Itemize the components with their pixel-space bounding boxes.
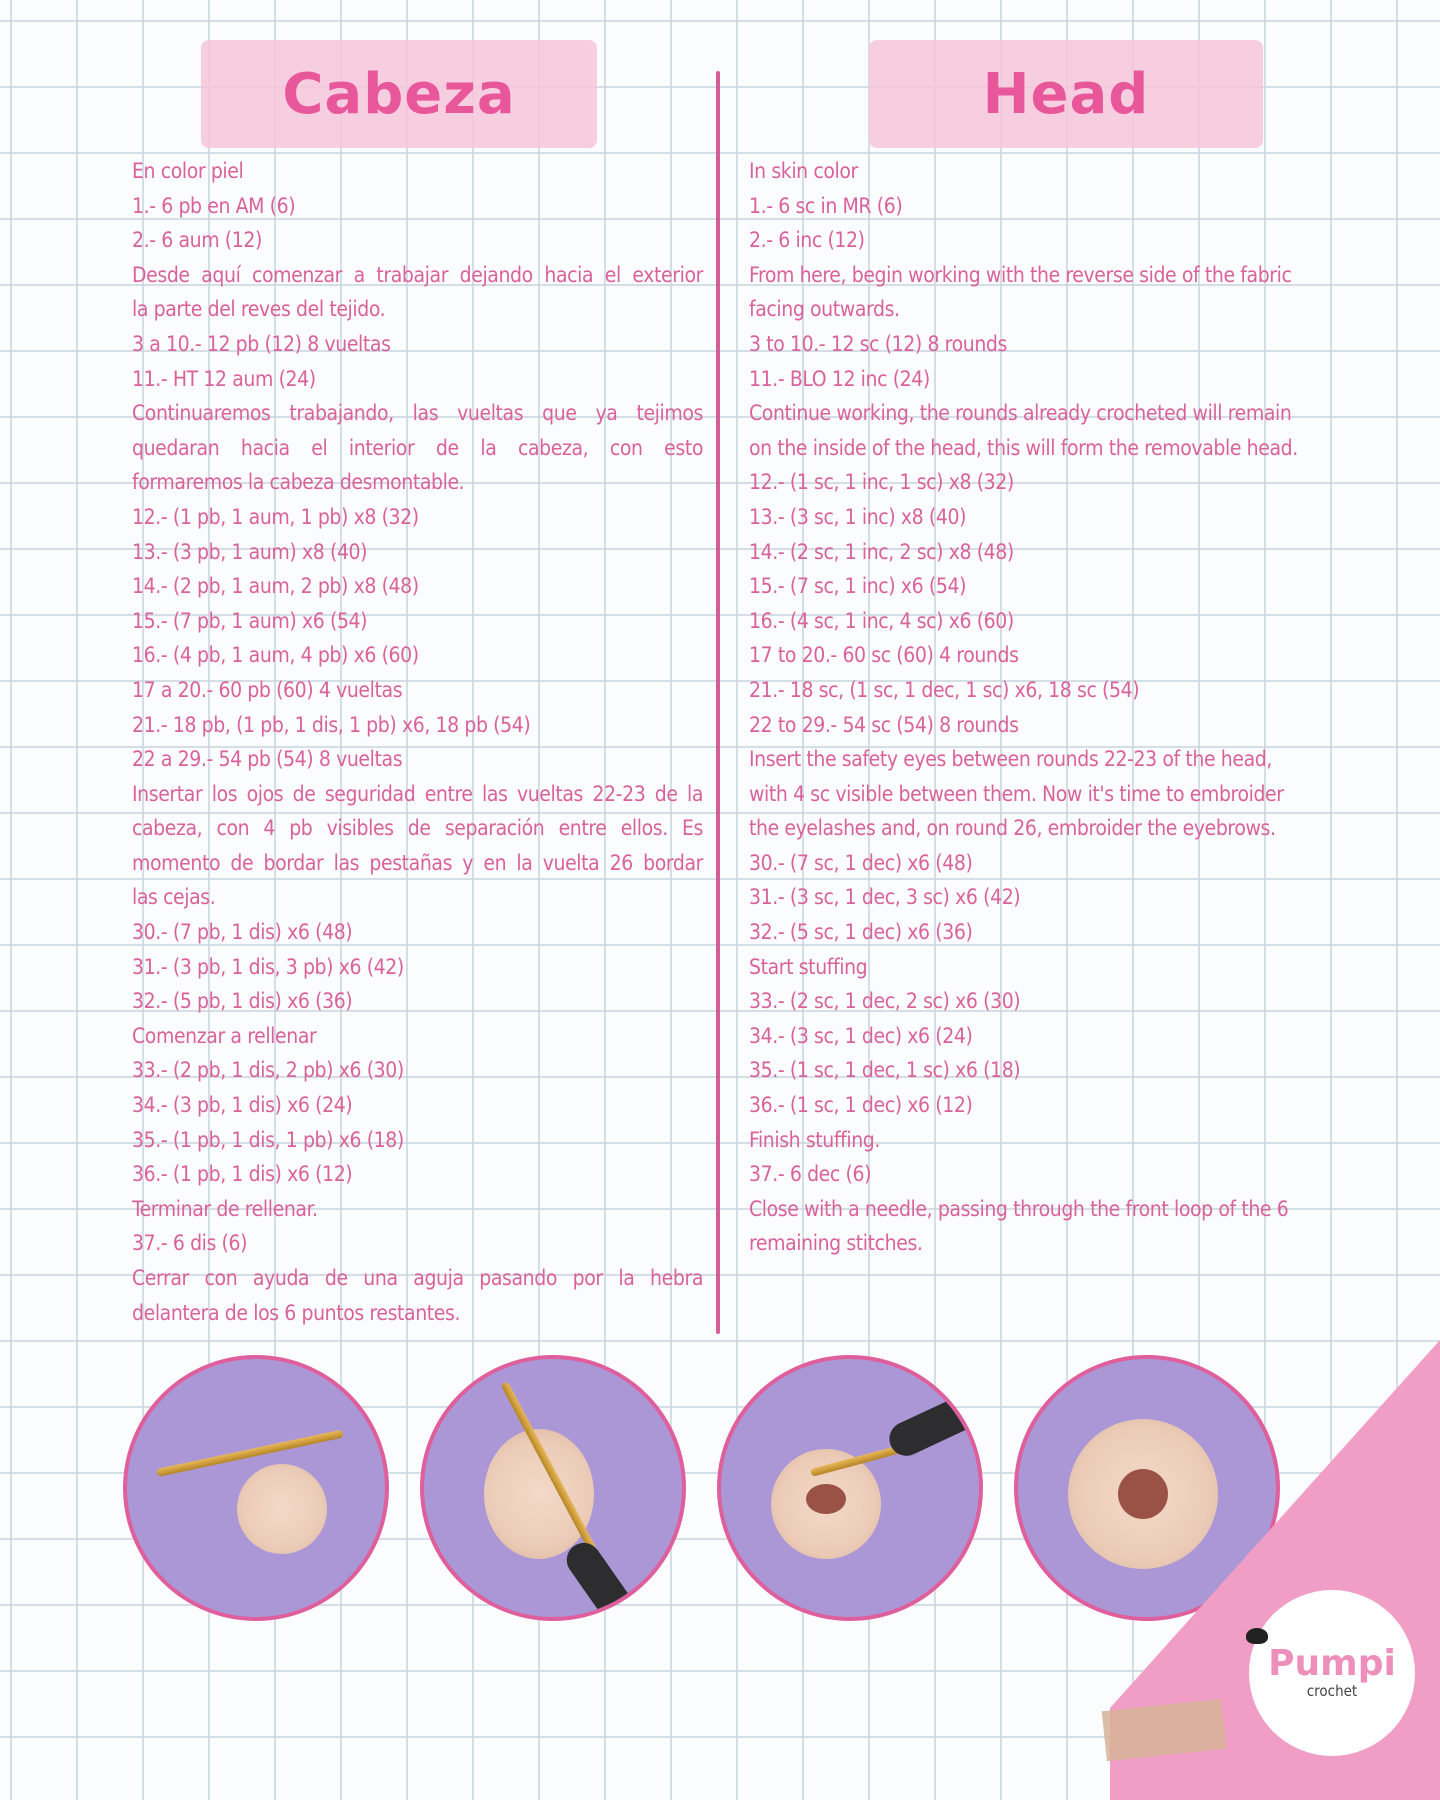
pattern-line: on the inside of the head, this will form the removable head.	[749, 435, 1298, 460]
pattern-line: 14.- (2 sc, 1 inc, 2 sc) x8 (48)	[749, 539, 1014, 564]
pattern-line: delantera de los 6 puntos restantes.	[132, 1300, 461, 1325]
pattern-line: 15.- (7 pb, 1 aum) x6 (54)	[132, 608, 368, 633]
pattern-line: Close with a needle, passing through the front loop of the 6	[749, 1196, 1289, 1221]
pattern-spanish	[132, 154, 703, 1330]
pattern-line: Finish stuffing.	[749, 1127, 880, 1152]
pattern-line: momento de bordar las pestañas y en la vuelta 26 bordar	[132, 850, 703, 875]
pattern-line: From here, begin working with the reverse side of the fabric	[749, 262, 1292, 287]
pattern-line: 32.- (5 pb, 1 dis) x6 (36)	[132, 989, 353, 1014]
pattern-line: 16.- (4 pb, 1 aum, 4 pb) x6 (60)	[132, 643, 419, 668]
pattern-line: 2.- 6 inc (12)	[749, 228, 865, 253]
pattern-line: 35.- (1 pb, 1 dis, 1 pb) x6 (18)	[132, 1127, 404, 1152]
pattern-line: Continue working, the rounds already crocheted will remain	[749, 401, 1292, 426]
title-banner-spanish	[201, 40, 597, 148]
pattern-line: 37.- 6 dec (6)	[749, 1162, 872, 1187]
pattern-line: remaining stitches.	[749, 1231, 923, 1256]
pattern-line: las cejas.	[132, 885, 216, 910]
pattern-line: 36.- (1 sc, 1 dec) x6 (12)	[749, 1093, 973, 1118]
pattern-line: 37.- 6 dis (6)	[132, 1231, 248, 1256]
pattern-line: 13.- (3 pb, 1 aum) x8 (40)	[132, 539, 368, 564]
step-photo-3	[717, 1355, 983, 1621]
pattern-line: 32.- (5 sc, 1 dec) x6 (36)	[749, 920, 973, 945]
pumpi-logo	[1249, 1590, 1415, 1756]
pattern-line: 14.- (2 pb, 1 aum, 2 pb) x8 (48)	[132, 574, 419, 599]
cat-icon	[1246, 1628, 1268, 1644]
pattern-line: 21.- 18 sc, (1 sc, 1 dec, 1 sc) x6, 18 sc (54)	[749, 677, 1140, 702]
pattern-line: 12.- (1 pb, 1 aum, 1 pb) x8 (32)	[132, 504, 419, 529]
pattern-line: 22 to 29.- 54 sc (54) 8 rounds	[749, 712, 1019, 737]
pattern-line: with 4 sc visible between them. Now it's time to embroider	[749, 781, 1284, 806]
pattern-line: 35.- (1 sc, 1 dec, 1 sc) x6 (18)	[749, 1058, 1021, 1083]
pattern-line: 13.- (3 sc, 1 inc) x8 (40)	[749, 504, 967, 529]
pattern-line: 3 a 10.- 12 pb (12) 8 vueltas	[132, 331, 391, 356]
step-photo-1	[123, 1355, 389, 1621]
pattern-line: 22 a 29.- 54 pb (54) 8 vueltas	[132, 747, 403, 772]
pattern-line: 33.- (2 sc, 1 dec, 2 sc) x6 (30)	[749, 989, 1021, 1014]
pattern-line: 11.- HT 12 aum (24)	[132, 366, 316, 391]
pattern-line: 3 to 10.- 12 sc (12) 8 rounds	[749, 331, 1007, 356]
pattern-line: formaremos la cabeza desmontable.	[132, 470, 465, 495]
pattern-line: En color piel	[132, 159, 244, 183]
pattern-line: Start stuffing	[749, 954, 868, 979]
pattern-line: 31.- (3 sc, 1 dec, 3 sc) x6 (42)	[749, 885, 1021, 910]
logo-sub: crochet	[1306, 1682, 1358, 1700]
pattern-line: 17 a 20.- 60 pb (60) 4 vueltas	[132, 677, 403, 702]
pattern-line: facing outwards.	[749, 297, 900, 322]
column-divider	[716, 71, 720, 1334]
pattern-line: 21.- 18 pb, (1 pb, 1 dis, 1 pb) x6, 18 pb (54)	[132, 712, 531, 737]
pattern-line: la parte del reves del tejido.	[132, 297, 386, 322]
pattern-line: Cerrar con ayuda de una aguja pasando por la hebra	[132, 1266, 703, 1290]
pattern-english	[749, 154, 1349, 1261]
title-spanish: Cabeza	[282, 61, 516, 127]
pattern-line: 11.- BLO 12 inc (24)	[749, 366, 930, 391]
pattern-line: 31.- (3 pb, 1 dis, 3 pb) x6 (42)	[132, 954, 404, 979]
pattern-line: 34.- (3 sc, 1 dec) x6 (24)	[749, 1023, 973, 1048]
pattern-line: 2.- 6 aum (12)	[132, 228, 262, 253]
pattern-line: quedaran hacia el interior de la cabeza, con esto	[132, 435, 703, 460]
pattern-line: 33.- (2 pb, 1 dis, 2 pb) x6 (30)	[132, 1058, 404, 1083]
title-english: Head	[982, 61, 1150, 127]
pattern-line: 36.- (1 pb, 1 dis) x6 (12)	[132, 1162, 353, 1187]
pattern-line: 16.- (4 sc, 1 inc, 4 sc) x6 (60)	[749, 608, 1014, 633]
pattern-line: 1.- 6 sc in MR (6)	[749, 193, 903, 218]
pattern-line: Terminar de rellenar.	[132, 1196, 318, 1221]
pattern-line: In skin color	[749, 159, 858, 183]
pattern-line: Continuaremos trabajando, las vueltas que ya tejimos	[132, 401, 703, 426]
pattern-line: 17 to 20.- 60 sc (60) 4 rounds	[749, 643, 1019, 668]
pattern-line: cabeza, con 4 pb visibles de separación entre ellos. Es	[132, 816, 703, 841]
pattern-line: Insertar los ojos de seguridad entre las vueltas 22-23 de la	[132, 781, 703, 806]
step-photo-2	[420, 1355, 686, 1621]
title-banner-english	[869, 40, 1263, 148]
pattern-line: 34.- (3 pb, 1 dis) x6 (24)	[132, 1093, 353, 1118]
pattern-line: 12.- (1 sc, 1 inc, 1 sc) x8 (32)	[749, 470, 1014, 495]
pattern-line: 30.- (7 sc, 1 dec) x6 (48)	[749, 850, 973, 875]
pattern-line: 1.- 6 pb en AM (6)	[132, 193, 296, 218]
logo-brand: Pumpi	[1268, 1643, 1396, 1684]
pattern-line: 15.- (7 sc, 1 inc) x6 (54)	[749, 574, 967, 599]
pattern-line: Insert the safety eyes between rounds 22-23 of the head,	[749, 747, 1272, 772]
pattern-line: the eyelashes and, on round 26, embroider the eyebrows.	[749, 816, 1276, 841]
pattern-line: 30.- (7 pb, 1 dis) x6 (48)	[132, 920, 353, 945]
pattern-line: Comenzar a rellenar	[132, 1023, 317, 1048]
pattern-line: Desde aquí comenzar a trabajar dejando hacia el exterior	[132, 262, 703, 287]
